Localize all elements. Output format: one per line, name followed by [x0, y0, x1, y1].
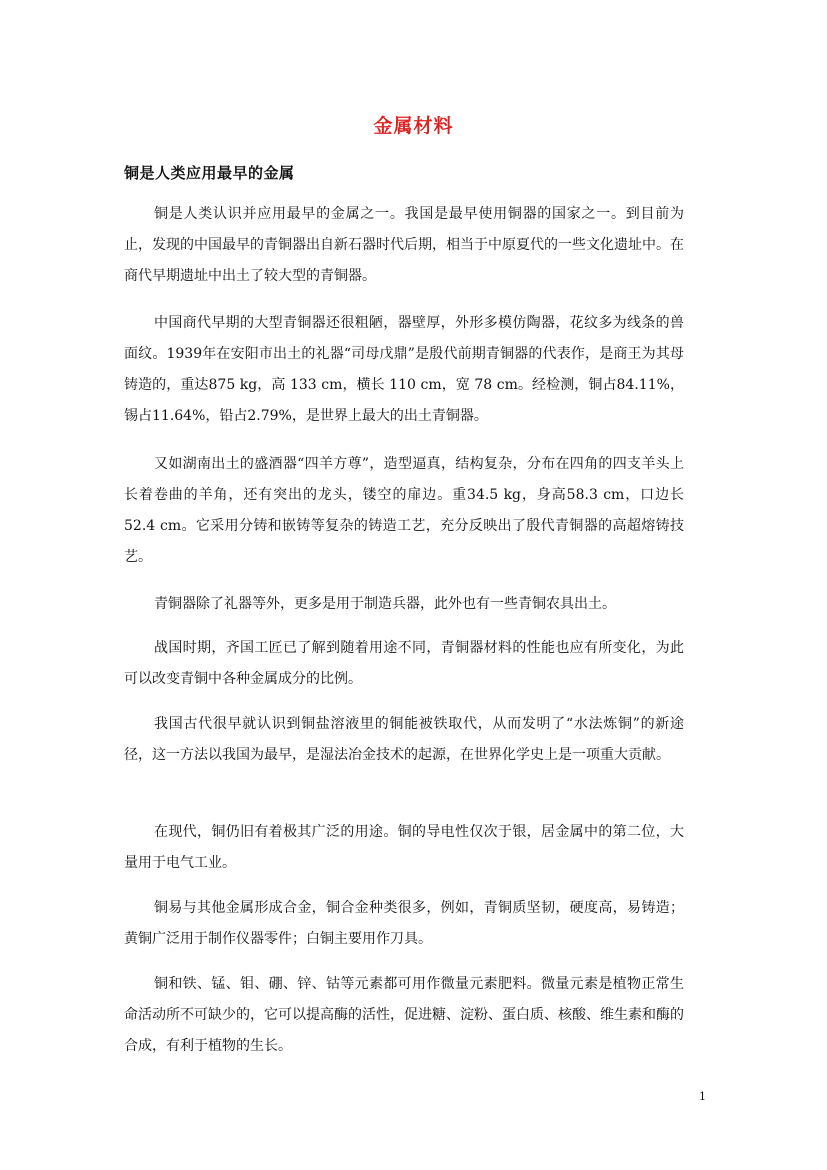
paragraph-9: 铜和铁、锰、钼、硼、锌、钴等元素都可用作微量元素肥料。微量元素是植物正常生命活动所不可缺少的，它可以提高酶的活性，促进糖、淀粉、蛋白质、核酸、维生素和酶的合成，有利于植物的生长。 — [124, 976, 684, 1054]
paragraph-4: 青铜器除了礼器等外，更多是用于制造兵器，此外也有一些青铜农具出土。 — [154, 596, 616, 612]
page-number: 1 — [699, 1090, 706, 1103]
paragraph-5: 战国时期，齐国工匠已了解到随着用途不同，青铜器材料的性能也应有所变化，为此可以改变青铜中各种金属成分的比例。 — [124, 640, 684, 687]
paragraph-7: 在现代，铜仍旧有着极其广泛的用途。铜的导电性仅次于银，居金属中的第二位，大量用于电气工业。 — [124, 824, 684, 871]
paragraph-1: 铜是人类认识并应用最早的金属之一。我国是最早使用铜器的国家之一。到目前为止，发现的中国最早的青铜器出自新石器时代后期，相当于中原夏代的一些文化遗址中。在商代早期遗址中出土了较大型的青铜器。 — [124, 206, 684, 284]
paragraph-2: 中国商代早期的大型青铜器还很粗陋，器壁厚，外形多模仿陶器，花纹多为线条的兽面纹。1939年在安阳市出土的礼器“司母戊鼎”是殷代前期青铜器的代表作，是商王为其母铸造的，重达875 kg，高 133 cm，横长 110 cm，宽 78 cm。经检测，铜占84.11%，锡占11.64%，铅占2.79%，是世界上最大的出土青铜器。 — [124, 315, 684, 424]
paragraph-8: 铜易与其他金属形成合金，铜合金种类很多，例如，青铜质坚韧，硬度高，易铸造；黄铜广泛用于制作仪器零件；白铜主要用作刀具。 — [124, 900, 684, 947]
page-title: 金属材料 — [373, 115, 454, 137]
paragraph-6: 我国古代很早就认识到铜盐溶液里的铜能被铁取代，从而发明了“水法炼铜”的新途径，这一方法以我国为最早，是湿法冶金技术的起源，在世界化学史上是一项重大贡献。 — [124, 716, 684, 763]
section-heading: 铜是人类应用最早的金属 — [124, 164, 295, 182]
paragraph-3: 又如湖南出土的盛酒器“四羊方尊”，造型逼真，结构复杂，分布在四角的四支羊头上长着卷曲的羊角，还有突出的龙头，镂空的扉边。重34.5 kg，身高58.3 cm，口边长52.4 cm。它采用分铸和嵌铸等复杂的铸造工艺，充分反映出了殷代青铜器的高超熔铸技艺。 — [124, 456, 684, 565]
